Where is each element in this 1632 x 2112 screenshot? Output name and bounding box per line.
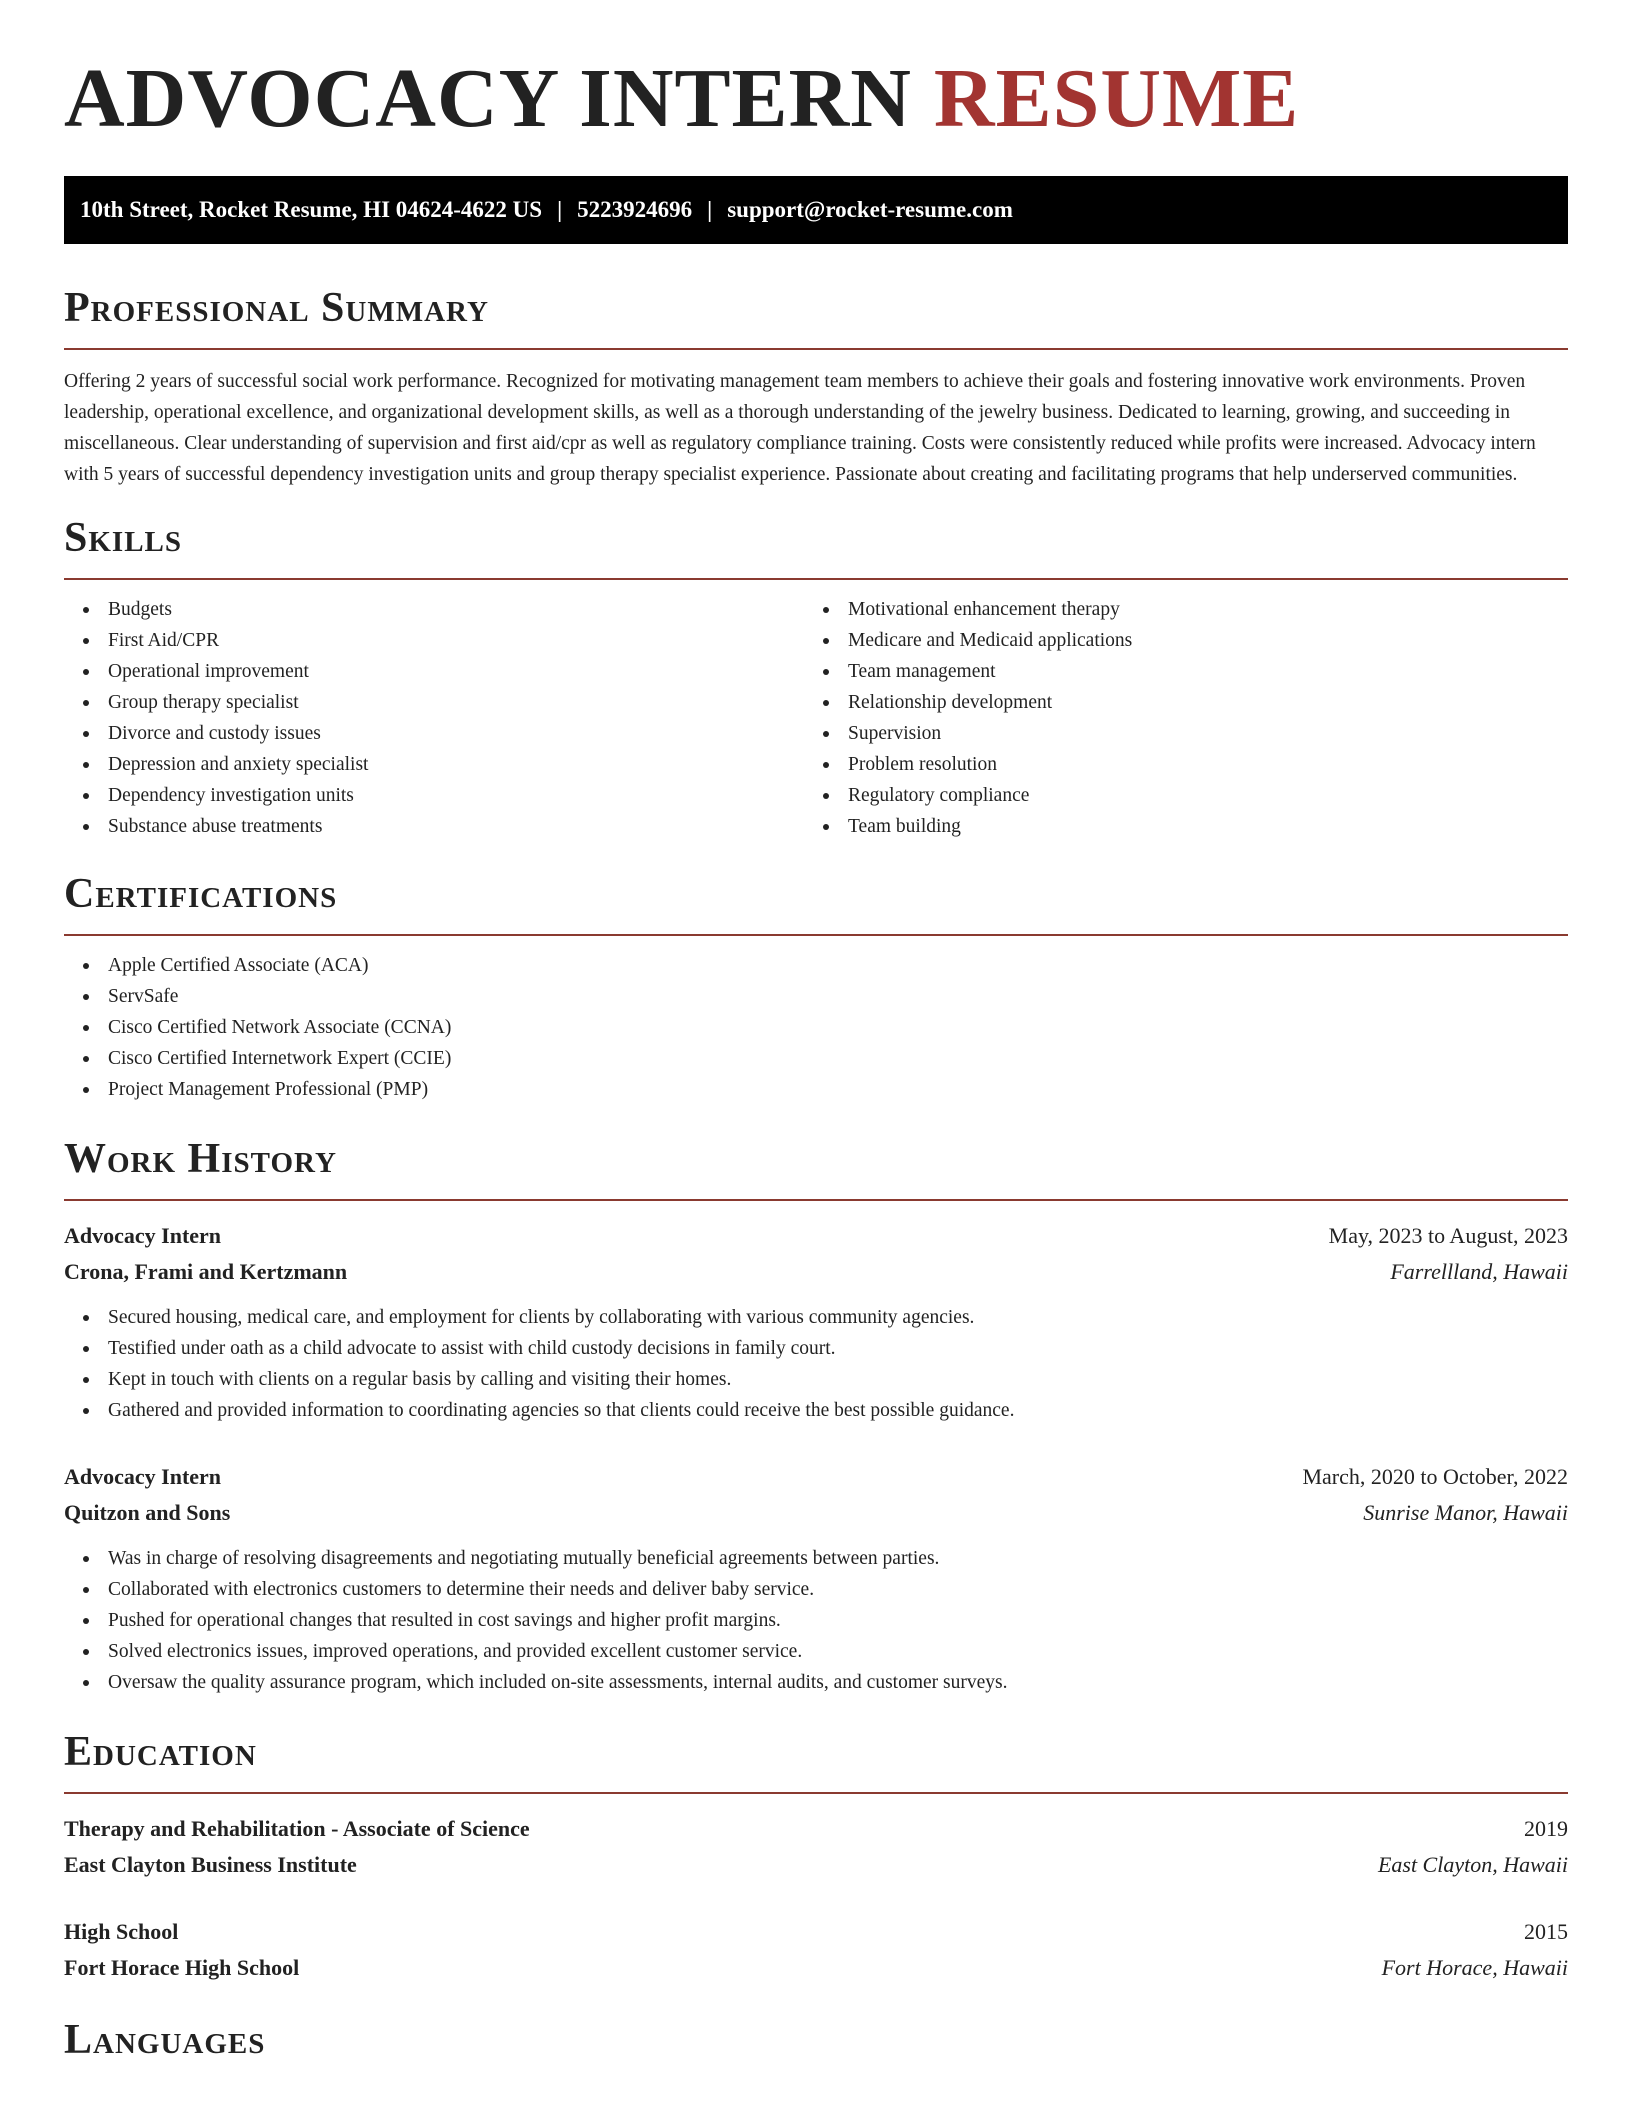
job-title: Advocacy Intern xyxy=(64,1223,222,1248)
certification-item: Project Management Professional (PMP) xyxy=(64,1074,1568,1105)
job-bullet: Was in charge of resolving disagreements and negotiating mutually beneficial agreements between parties. xyxy=(64,1543,1568,1574)
skill-item: Substance abuse treatments xyxy=(64,811,804,842)
languages-section xyxy=(64,2014,1568,2066)
skills-list-right xyxy=(804,594,1544,842)
education-school: Fort Horace High School xyxy=(64,1955,300,1980)
section-divider xyxy=(64,348,1568,350)
education-degree: Therapy and Rehabilitation - Associate of Science xyxy=(64,1816,530,1841)
job-title: Advocacy Intern xyxy=(64,1464,222,1489)
section-heading-education: Education xyxy=(64,1729,257,1775)
contact-separator: | xyxy=(707,197,713,222)
job-location: Sunrise Manor, Hawaii xyxy=(1363,1500,1568,1525)
work-history-section xyxy=(64,1133,1568,1698)
education-year: 2015 xyxy=(1524,1919,1568,1944)
education-section xyxy=(64,1726,1568,1986)
job-entry xyxy=(64,1459,1568,1698)
skill-item: Motivational enhancement therapy xyxy=(804,594,1544,625)
education-school-row xyxy=(64,1950,1568,1986)
job-bullet: Kept in touch with clients on a regular basis by calling and visiting their homes. xyxy=(64,1364,1568,1395)
job-dates: March, 2020 to October, 2022 xyxy=(1302,1464,1568,1489)
title-accent: RESUME xyxy=(933,52,1300,145)
skills-columns xyxy=(64,594,1568,842)
summary-section xyxy=(64,282,1568,490)
job-company-row xyxy=(64,1495,1568,1531)
job-bullet: Gathered and provided information to coordinating agencies so that clients could receive the best possible guidance. xyxy=(64,1395,1568,1426)
skill-item: First Aid/CPR xyxy=(64,625,804,656)
education-entry xyxy=(64,1914,1568,1986)
skill-item: Budgets xyxy=(64,594,804,625)
section-heading-skills: Skills xyxy=(64,515,183,561)
skill-item: Medicare and Medicaid applications xyxy=(804,625,1544,656)
education-location: Fort Horace, Hawaii xyxy=(1381,1955,1568,1980)
skill-item: Depression and anxiety specialist xyxy=(64,749,804,780)
skill-item: Team management xyxy=(804,656,1544,687)
job-bullet: Testified under oath as a child advocate to assist with child custody decisions in family court. xyxy=(64,1333,1568,1364)
section-heading-work-history: Work History xyxy=(64,1136,337,1182)
certification-item: ServSafe xyxy=(64,981,1568,1012)
job-bullets xyxy=(64,1302,1568,1426)
certification-item: Apple Certified Associate (ACA) xyxy=(64,950,1568,981)
job-bullets xyxy=(64,1543,1568,1698)
education-school-row xyxy=(64,1847,1568,1883)
contact-bar xyxy=(64,176,1568,244)
job-company: Crona, Frami and Kertzmann xyxy=(64,1259,348,1284)
job-bullet: Secured housing, medical care, and employment for clients by collaborating with various community agencies. xyxy=(64,1302,1568,1333)
education-location: East Clayton, Hawaii xyxy=(1377,1852,1568,1877)
skill-item: Supervision xyxy=(804,718,1544,749)
job-location: Farrellland, Hawaii xyxy=(1390,1259,1568,1284)
skill-item: Group therapy specialist xyxy=(64,687,804,718)
job-bullet: Solved electronics issues, improved operations, and provided excellent customer service. xyxy=(64,1636,1568,1667)
section-heading-languages: Languages xyxy=(64,2017,266,2063)
contact-separator: | xyxy=(557,197,563,222)
section-divider xyxy=(64,1199,1568,1201)
certification-item: Cisco Certified Internetwork Expert (CCIE) xyxy=(64,1043,1568,1074)
education-school: East Clayton Business Institute xyxy=(64,1852,357,1877)
skill-item: Dependency investigation units xyxy=(64,780,804,811)
certifications-list xyxy=(64,950,1568,1105)
section-divider xyxy=(64,1792,1568,1794)
summary-text: Offering 2 years of successful social work performance. Recognized for motivating management team members to achieve their goals and fostering innovative work environments. Proven leadership, operational excellence, and organizational development skills, as well as a thorough understanding of the jewelry business. Dedicated to learning, growing, and succeeding in miscellaneous. Clear understanding of supervision and first aid/cpr as well as regulatory compliance training. Costs were consistently reduced while profits were increased. Advocacy intern with 5 years of successful dependency investigation units and group therapy specialist experience. Passionate about creating and facilitating programs that help underserved communities. xyxy=(64,371,1536,485)
job-bullet: Oversaw the quality assurance program, which included on-site assessments, internal audits, and customer surveys. xyxy=(64,1667,1568,1698)
certifications-section xyxy=(64,868,1568,1105)
job-bullet: Pushed for operational changes that resulted in cost savings and higher profit margins. xyxy=(64,1605,1568,1636)
resume-title xyxy=(64,0,1568,146)
title-main: ADVOCACY INTERN xyxy=(64,52,912,145)
contact-email: support@rocket-resume.com xyxy=(727,197,1013,222)
job-company: Quitzon and Sons xyxy=(64,1500,231,1525)
job-bullet: Collaborated with electronics customers to determine their needs and deliver baby service. xyxy=(64,1574,1568,1605)
skill-item: Team building xyxy=(804,811,1544,842)
job-entry xyxy=(64,1218,1568,1426)
education-degree: High School xyxy=(64,1919,179,1944)
job-header-row xyxy=(64,1218,1568,1254)
skill-item: Divorce and custody issues xyxy=(64,718,804,749)
section-heading-certifications: Certifications xyxy=(64,871,338,917)
contact-address: 10th Street, Rocket Resume, HI 04624-4622 US xyxy=(80,197,543,222)
education-year: 2019 xyxy=(1524,1816,1568,1841)
education-header-row xyxy=(64,1914,1568,1950)
skills-section xyxy=(64,512,1568,842)
section-divider xyxy=(64,934,1568,936)
skill-item: Regulatory compliance xyxy=(804,780,1544,811)
education-header-row xyxy=(64,1811,1568,1847)
job-dates: May, 2023 to August, 2023 xyxy=(1328,1223,1568,1248)
job-header-row xyxy=(64,1459,1568,1495)
section-divider xyxy=(64,578,1568,580)
skill-item: Problem resolution xyxy=(804,749,1544,780)
skills-list-left xyxy=(64,594,804,842)
certification-item: Cisco Certified Network Associate (CCNA) xyxy=(64,1012,1568,1043)
education-entry xyxy=(64,1811,1568,1883)
skill-item: Relationship development xyxy=(804,687,1544,718)
skill-item: Operational improvement xyxy=(64,656,804,687)
job-company-row xyxy=(64,1254,1568,1290)
section-heading-summary: Professional Summary xyxy=(64,285,489,331)
contact-phone: 5223924696 xyxy=(577,197,693,222)
